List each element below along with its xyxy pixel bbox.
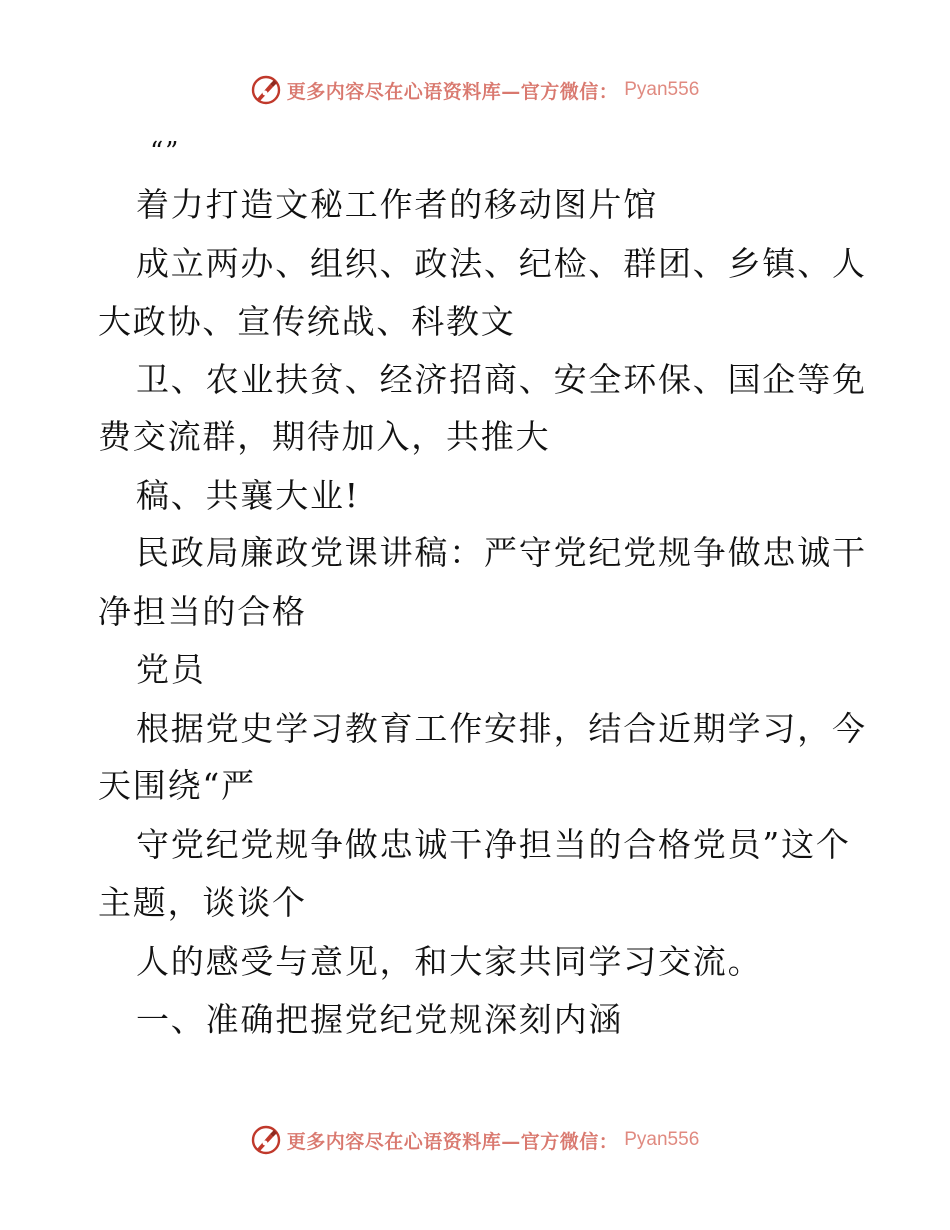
empty-quote-marks: “” (150, 137, 181, 167)
watermark-text: 更多内容尽在心语资料库—官方微信： (286, 80, 619, 103)
doc-title-line: 民政局廉政党课讲稿：严守党纪党规争做忠诚干 (136, 533, 867, 572)
doc-line: 稿、共襄大业! (136, 476, 360, 515)
watermark-group (251, 75, 700, 105)
doc-line: 天围绕“严 (98, 766, 256, 805)
doc-line: 人的感受与意见，和大家共同学习交流。 (136, 942, 763, 981)
doc-title-line: 党员 (136, 650, 206, 689)
doc-line: 根据党史学习教育工作安排，结合近期学习，今 (136, 709, 867, 748)
pen-logo-icon (251, 75, 281, 105)
doc-line: 主题，谈谈个 (98, 883, 307, 922)
doc-line: 大政协、宣传统战、科教文 (98, 302, 516, 341)
watermark-wechat-id: Pyan556 (624, 1129, 700, 1150)
pen-logo-icon (251, 1125, 281, 1155)
section-heading: 一、准确把握党纪党规深刻内涵 (136, 1000, 624, 1039)
doc-line: 卫、农业扶贫、经济招商、安全环保、国企等免 (136, 360, 867, 399)
watermark-group (251, 1125, 700, 1155)
footer-watermark (0, 1120, 950, 1160)
doc-line: 着力打造文秘工作者的移动图片馆 (136, 185, 658, 224)
watermark-text: 更多内容尽在心语资料库—官方微信： (286, 1130, 619, 1153)
doc-line: 守党纪党规争做忠诚干净担当的合格党员”这个 (136, 825, 851, 864)
doc-line: 费交流群，期待加入，共推大 (98, 417, 551, 456)
doc-line: 成立两办、组织、政法、纪检、群团、乡镇、人 (136, 244, 867, 283)
header-watermark (0, 70, 950, 110)
watermark-wechat-id: Pyan556 (624, 79, 700, 100)
doc-title-line: 净担当的合格 (98, 592, 307, 631)
